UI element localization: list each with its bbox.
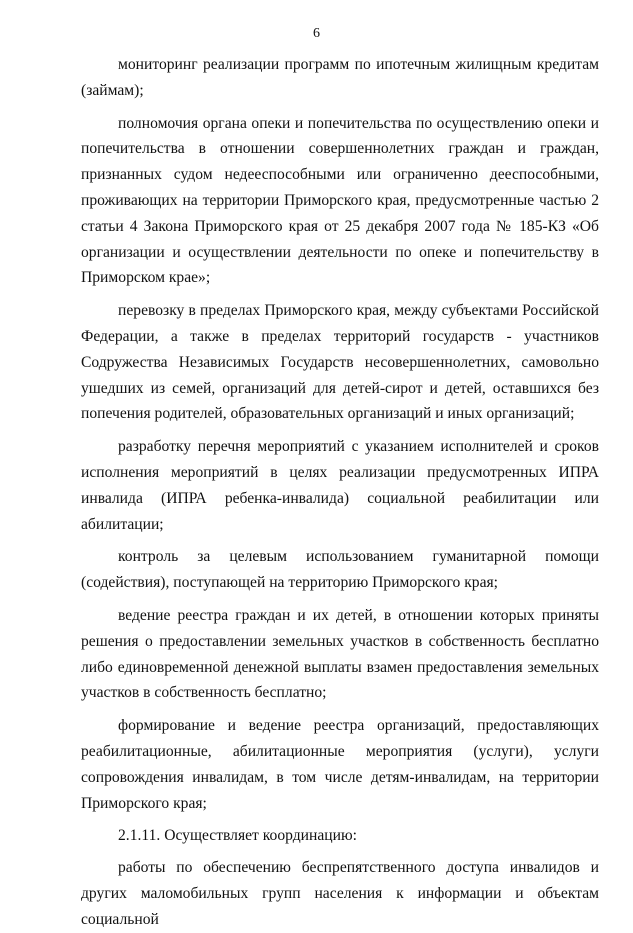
paragraph-rehabilitation-registry: формирование и ведение реестра организаций, предоставляющих реабилитационные, абилитационные мероприятия (услуги), услуги сопровождения инвалидам, в том числе детям-инвалидам, на территории Приморского края;: [81, 717, 599, 812]
paragraph-accessibility-work: работы по обеспечению беспрепятственного доступа инвалидов и других маломобильных групп населения к информации и объектам социальной: [81, 859, 599, 928]
section-heading-coordination: 2.1.11. Осуществляет координацию:: [118, 827, 357, 845]
paragraph-minors-transport: перевозку в пределах Приморского края, между субъектами Российской Федерации, а также в пределах территорий государств - участников Содружества Независимых Государств несовершеннолетних, самовольно ушедших из семей, организаций для детей-сирот и детей, оставшихся без попечения родителей, образовательных организаций и иных организаций;: [81, 302, 599, 423]
page-number: 6: [313, 26, 320, 41]
paragraph-land-registry: ведение реестра граждан и их детей, в отношении которых приняты решения о предоставлении земельных участков в собственность бесплатно либо единовременной денежной выплаты взамен предоставления земельных участков в собственность бесплатно;: [81, 606, 599, 702]
paragraph-guardianship-powers: полномочия органа опеки и попечительства по осуществлению опеки и попечительства в отношении совершеннолетних граждан и граждан, признанных судом недееспособными или ограниченно дееспособными, проживающих на территории Приморского края, предусмотренные частью 2 статьи 4 Закона Приморского края от 25 декабря 2007 года № 185-КЗ «Об организации и осуществлении деятельности по опеке и попечительству в Приморском крае»;: [81, 114, 599, 287]
paragraph-ipra-measures: разработку перечня мероприятий с указанием исполнителей и сроков исполнения мероприятий в целях реализации предусмотренных ИПРА инвалида (ИПРА ребенка-инвалида) социальной реабилитации или абилитации;: [81, 438, 599, 533]
paragraph-humanitarian-aid-control: контроль за целевым использованием гуманитарной помощи (содействия), поступающей на территорию Приморского края;: [81, 548, 599, 592]
document-body: [81, 52, 599, 933]
paragraph-mortgage-monitoring: мониторинг реализации программ по ипотечным жилищным кредитам (займам);: [81, 56, 599, 99]
